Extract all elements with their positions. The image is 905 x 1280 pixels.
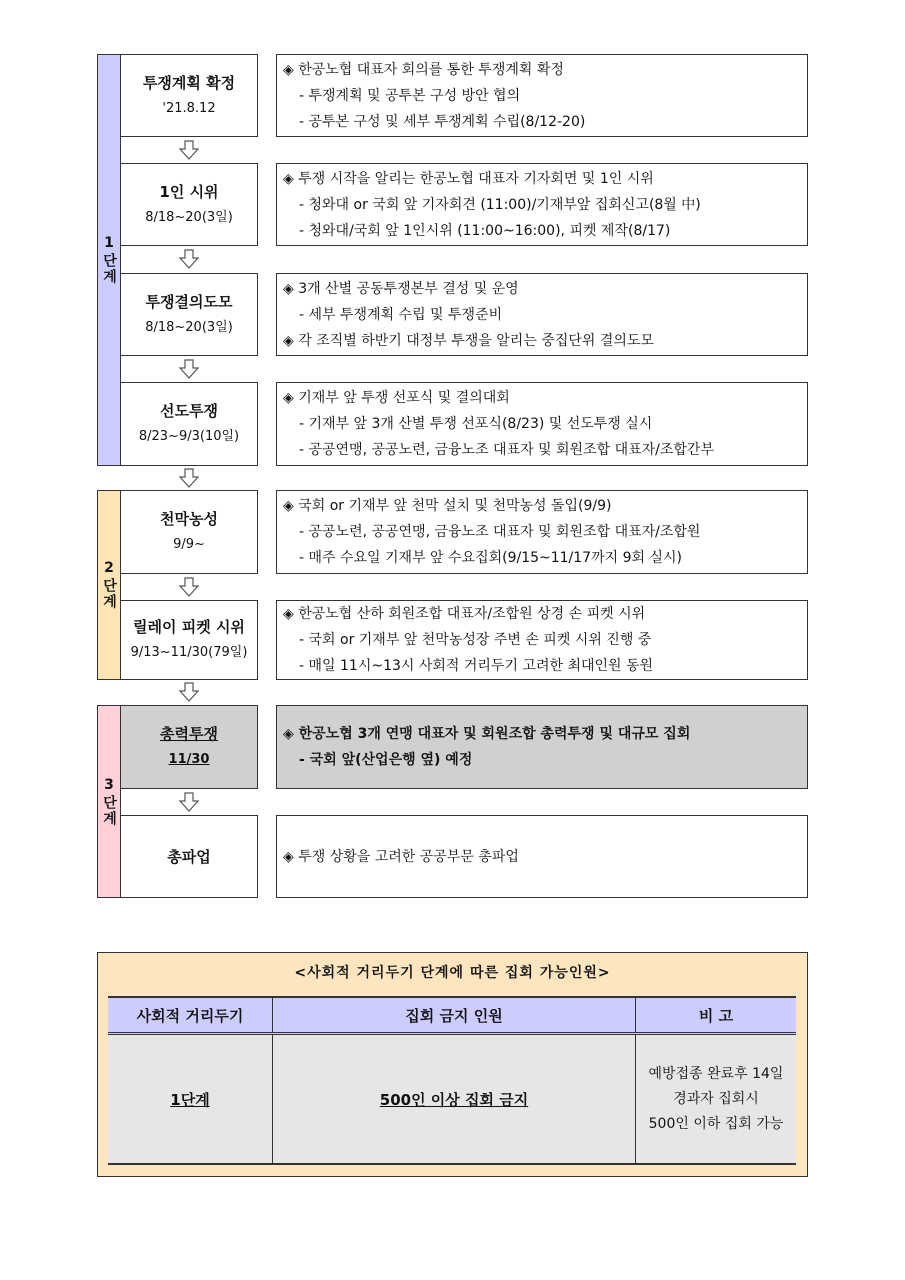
step-date: 9/9~: [173, 537, 205, 552]
detail-line: - 국회 or 기재부 앞 천막농성장 주변 손 피켓 시위 진행 중: [299, 632, 652, 648]
distancing-table-panel: [97, 952, 808, 1177]
step-box: [120, 273, 258, 356]
level-value: 1단계: [170, 1090, 210, 1109]
restriction-cell: [273, 1034, 636, 1165]
step-date: 8/18~20(3일): [145, 209, 233, 225]
step-date: 8/18~20(3일): [145, 319, 233, 335]
step-detail-box: [276, 600, 808, 680]
step-detail-box: [276, 490, 808, 574]
stage-1-label: 1단계: [101, 235, 117, 285]
step-date: 8/23~9/3(10일): [138, 429, 240, 444]
step-detail-box: [276, 54, 808, 137]
step-title: 선도투쟁: [160, 402, 218, 420]
detail-line: - 청와대 or 국회 앞 기자회견 (11:00)/기재부앞 집회신고(8월 中): [299, 196, 701, 213]
step-box: [120, 163, 258, 246]
step-date: '21.8.12: [162, 100, 216, 116]
step-detail-box: [276, 163, 808, 246]
down-arrow-icon: [178, 249, 200, 269]
stage-2-bar: [97, 490, 121, 680]
column-header: 비 고: [636, 997, 797, 1034]
step-box: [120, 382, 258, 466]
note-line: 경과자 집회시: [673, 1090, 759, 1107]
detail-line: ◈ 각 조직별 하반기 대정부 투쟁을 알리는 중집단위 결의도모: [283, 332, 654, 349]
detail-line: ◈ 투쟁 시작을 알리는 한공노협 대표자 기자회면 및 1인 시위: [283, 170, 654, 187]
step-date: 11/30: [168, 752, 210, 767]
distancing-table: [108, 996, 796, 1165]
down-arrow-icon: [178, 682, 200, 702]
step-title: 투쟁계획 확정: [142, 73, 236, 92]
detail-line: ◈ 기재부 앞 투쟁 선포식 및 결의대회: [283, 390, 510, 406]
note-line: 500인 이하 집회 가능: [648, 1115, 784, 1132]
column-header: 사회적 거리두기: [108, 997, 273, 1034]
note-line: 예방접종 완료후 14일: [648, 1065, 784, 1082]
distancing-table-title: <사회적 거리두기 단계에 따른 집회 가능인원>: [294, 965, 611, 981]
step-detail-box: [276, 815, 808, 898]
detail-line: ◈ 국회 or 기재부 앞 천막 설치 및 천막농성 돌입(9/9): [283, 498, 612, 514]
down-arrow-icon: [178, 577, 200, 597]
detail-line: ◈ 투쟁 상황을 고려한 공공부문 총파업: [283, 848, 519, 865]
down-arrow-icon: [178, 468, 200, 488]
table-header-row: [108, 997, 796, 1034]
step-detail-box: [276, 705, 808, 789]
table-row: [108, 1034, 796, 1165]
step-title: 천막농성: [160, 510, 218, 528]
detail-line: - 청와대/국회 앞 1인시위 (11:00~16:00), 피켓 제작(8/17): [299, 222, 671, 239]
restriction-value: 500인 이상 집회 금지: [379, 1090, 529, 1109]
detail-line: - 매주 수요일 기재부 앞 수요집회(9/15~11/17까지 9회 실시): [299, 550, 682, 566]
stage-1-bar: [97, 54, 121, 466]
detail-line: - 매일 11시~13시 사회적 거리두기 고려한 최대인원 동원: [299, 658, 654, 674]
detail-line: - 공공노련, 공공연맹, 금융노조 대표자 및 회원조합 대표자/조합원: [299, 524, 701, 540]
detail-line: ◈ 3개 산별 공동투쟁본부 결성 및 운영: [283, 280, 519, 297]
down-arrow-icon: [178, 140, 200, 160]
step-title: 총력투쟁: [160, 725, 218, 743]
detail-line: ◈ 한공노협 대표자 회의를 통한 투쟁계획 확정: [283, 61, 564, 78]
down-arrow-icon: [178, 792, 200, 812]
step-date: 9/13~11/30(79일): [130, 645, 248, 660]
down-arrow-icon: [178, 359, 200, 379]
column-header: 집회 금지 인원: [273, 997, 636, 1034]
step-title: 릴레이 피켓 시위: [133, 618, 245, 636]
step-detail-box: [276, 382, 808, 466]
step-box: [120, 490, 258, 574]
stage-3-label: 3단계: [101, 776, 117, 827]
stage-3-bar: [97, 705, 121, 898]
step-box: [120, 600, 258, 680]
detail-line: ◈ 한공노협 산하 회원조합 대표자/조합원 상경 손 피켓 시위: [283, 606, 646, 622]
step-title: 총파업: [167, 847, 211, 866]
level-cell: [108, 1034, 273, 1165]
step-box: [120, 705, 258, 789]
detail-line: - 기재부 앞 3개 산별 투쟁 선포식(8/23) 및 선도투쟁 실시: [299, 416, 653, 432]
step-title: 1인 시위: [159, 182, 219, 201]
note-cell: [636, 1034, 797, 1165]
detail-line: - 세부 투쟁계획 수립 및 투쟁준비: [299, 306, 503, 323]
detail-line: ◈ 한공노협 3개 연맹 대표자 및 회원조합 총력투쟁 및 대규모 집회: [283, 726, 691, 742]
detail-line: - 국회 앞(산업은행 옆) 예정: [299, 752, 473, 768]
step-detail-box: [276, 273, 808, 356]
detail-line: - 공공연맹, 공공노련, 금융노조 대표자 및 회원조합 대표자/조합간부: [299, 442, 714, 458]
step-box: [120, 54, 258, 137]
stage-2-label: 2단계: [101, 560, 117, 610]
step-title: 투쟁결의도모: [145, 292, 233, 311]
detail-line: - 투쟁계획 및 공투본 구성 방안 협의: [299, 87, 521, 104]
step-box: [120, 815, 258, 898]
detail-line: - 공투본 구성 및 세부 투쟁계획 수립(8/12-20): [299, 113, 586, 130]
